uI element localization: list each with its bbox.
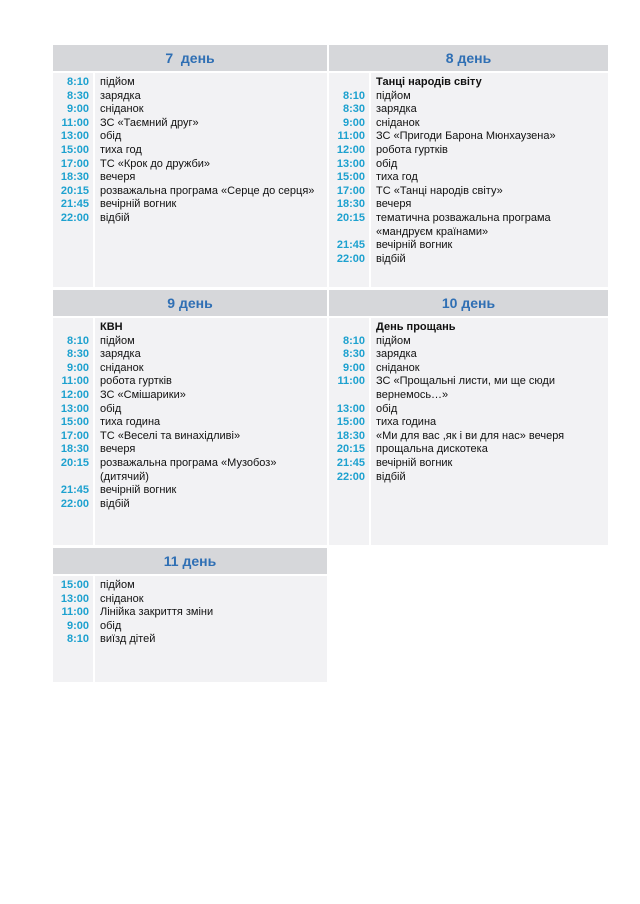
schedule-entry [53,633,327,647]
entry-time: 13:00 [60,592,89,605]
schedule-entry [329,253,608,267]
entry-activity: Лінійка закриття зміни [100,606,214,619]
entry-activity: сніданок [100,361,144,374]
entry-activity: сніданок [376,361,420,374]
entry-time: 9:00 [342,361,365,374]
schedule-entry [329,90,608,104]
entry-activity: обід [100,130,122,143]
entry-activity: відбій [376,470,406,483]
entry-activity: вечеря [100,171,136,184]
entry-time: 21:45 [336,239,365,252]
day-schedule [329,73,608,287]
day-title: 7 день [53,45,327,73]
schedule-entry [53,484,327,498]
schedule-entry [53,90,327,104]
schedule-entry [53,198,327,212]
schedule-entry [329,416,608,430]
entry-activity: тиха година [100,416,161,429]
entry-time: 18:30 [336,429,365,442]
entry-time: 8:30 [342,348,365,361]
day-card-10 [328,289,609,546]
entry-activity: підйом [376,334,411,347]
entry-time: 13:00 [336,402,365,415]
entry-activity: робота гуртків [100,375,172,388]
day-subtitle: День прощань [376,321,456,333]
entry-time: 18:30 [60,171,89,184]
entry-activity: зарядка [100,89,141,102]
entry-activity: підйом [100,579,135,591]
schedule-entry [53,430,327,444]
schedule-entry [329,158,608,172]
schedule-entry [53,375,327,389]
schedule-entry [53,389,327,403]
day-card-7 [52,44,328,288]
entry-time: 12:00 [336,143,365,156]
entry-time: 11:00 [337,130,365,143]
entry-time: 9:00 [66,619,89,632]
schedule-entry [53,348,327,362]
entry-time: 15:00 [60,579,89,591]
entry-time: 20:15 [336,443,365,456]
entry-activity: обід [376,402,398,415]
schedule-entry [53,443,327,457]
entry-activity: ТС «Танці народів світу» [376,184,503,197]
entry-time: 11:00 [61,116,89,129]
schedule-entry [53,335,327,349]
schedule-entry [53,620,327,634]
entry-time: 11:00 [61,375,89,388]
entry-time: 12:00 [60,388,89,401]
day-subtitle: КВН [100,321,123,333]
entry-time: 13:00 [60,130,89,143]
schedule-entry [53,158,327,172]
entry-time: 20:15 [336,211,365,224]
entry-activity: вечеря [376,198,412,211]
entry-time: 17:00 [60,429,89,442]
day-subtitle: Танці народів світу [376,76,482,88]
entry-activity: виїзд дітей [100,633,156,646]
schedule-entry [53,76,327,90]
entry-time: 8:10 [66,76,89,88]
entry-time: 9:00 [342,116,365,129]
schedule-entry [53,103,327,117]
day-schedule [329,318,608,545]
schedule-entry [53,403,327,417]
schedule-entry [329,443,608,457]
schedule-entry [329,117,608,131]
entry-activity: ЗС «Прощальні листи, ми ще сюди вернемось…» [376,375,555,401]
entry-activity: вечірній вогник [376,456,453,469]
entries-list [53,76,327,226]
day-schedule [53,73,327,287]
entry-activity: обід [376,157,398,170]
schedule-entry [329,375,608,402]
entries-list [53,321,327,511]
entry-time: 8:10 [342,334,365,347]
entry-time: 8:10 [66,334,89,347]
entry-activity: сніданок [376,116,420,129]
schedule-entry [329,130,608,144]
entry-activity: тиха год [100,143,142,156]
schedule-entry [53,144,327,158]
entry-time: 22:00 [60,211,89,224]
entry-activity: ЗС «Смішарики» [100,388,186,401]
day-card-9 [52,289,328,546]
schedule-entry [329,239,608,253]
schedule-entry [329,403,608,417]
schedule-entry [53,185,327,199]
entry-activity: ЗС «Пригоди Барона Мюнхаузена» [376,130,556,143]
entry-activity: розважальна програма «Музобоз» (дитячий) [100,456,277,483]
entry-activity: зарядка [100,348,141,361]
day-title: 9 день [53,290,327,318]
entry-activity: розважальна програма «Серце до серця» [100,184,315,197]
entry-activity: робота гуртків [376,143,448,156]
day-title: 11 день [53,548,327,576]
entry-time: 15:00 [60,143,89,156]
day-title: 10 день [329,290,608,318]
day-schedule [53,576,327,682]
entry-time: 15:00 [60,416,89,429]
schedule-entry [53,130,327,144]
day-schedule [53,318,327,545]
day-title: 8 день [329,45,608,73]
entry-time: 15:00 [336,416,365,429]
entry-time: 20:15 [60,184,89,197]
schedule-entry [329,171,608,185]
entry-activity: вечірній вогник [376,239,453,252]
schedule-entry [53,593,327,607]
schedule-entry [329,335,608,349]
entry-time: 11:00 [337,375,365,388]
schedule-entry [53,579,327,593]
entry-time: 9:00 [66,103,89,116]
entry-activity: ЗС «Таємний друг» [100,116,199,129]
entry-activity: тематична розважальна програма «мандруєм країнами» [376,211,551,238]
entry-time: 9:00 [66,361,89,374]
entry-time: 8:10 [66,633,89,646]
schedule-entry [53,212,327,226]
entry-activity: тиха година [376,416,437,429]
entry-time: 22:00 [336,470,365,483]
entry-time: 8:30 [66,89,89,102]
entry-activity: відбій [376,252,406,265]
entry-activity: обід [100,619,122,632]
entry-activity: обід [100,402,122,415]
entry-activity: вечірній вогник [100,198,177,211]
schedule-entry [53,171,327,185]
schedule-entry [329,144,608,158]
entry-activity: вечеря [100,443,136,456]
schedule-entry [329,457,608,471]
entry-time: 18:30 [336,198,365,211]
schedule-entry [53,362,327,376]
entry-activity: ТС «Крок до дружби» [100,157,211,170]
entries-list [329,321,608,484]
schedule-entry [329,198,608,212]
entry-time: 13:00 [336,157,365,170]
entry-activity: сніданок [100,592,144,605]
schedule-entry [329,185,608,199]
entry-activity: тиха год [376,171,418,184]
entry-time: 8:10 [342,89,365,102]
entry-activity: прощальна дискотека [376,443,488,456]
entry-activity: відбій [100,211,130,224]
entry-time: 21:45 [60,198,89,211]
day-card-11 [52,547,328,683]
entry-time: 21:45 [60,484,89,497]
schedule-entry [329,103,608,117]
entries-list [53,579,327,647]
schedule-entry [329,430,608,444]
day-card-8 [328,44,609,288]
entry-time: 17:00 [60,157,89,170]
schedule-entry [329,362,608,376]
entry-activity: зарядка [376,103,417,116]
entry-activity: вечірній вогник [100,484,177,497]
entry-activity: зарядка [376,348,417,361]
entry-time: 8:30 [66,348,89,361]
entry-activity: «Ми для вас ,як і ви для нас» вечеря [376,429,565,442]
schedule-entry [53,416,327,430]
entry-time: 8:30 [342,103,365,116]
schedule-entry [53,498,327,512]
schedule-entry [53,117,327,131]
entries-list [329,76,608,266]
entry-time: 11:00 [61,606,89,619]
entry-activity: підйом [376,89,411,102]
entry-activity: сніданок [100,103,144,116]
entry-activity: підйом [100,76,135,88]
schedule-entry [53,606,327,620]
entry-time: 17:00 [336,184,365,197]
entry-activity: ТС «Веселі та винахідливі» [100,429,241,442]
entry-time: 13:00 [60,402,89,415]
entry-time: 21:45 [336,456,365,469]
schedule-entry [329,348,608,362]
entry-time: 15:00 [336,171,365,184]
entry-time: 18:30 [60,443,89,456]
entry-activity: підйом [100,334,135,347]
entry-time: 22:00 [60,497,89,510]
entry-time: 22:00 [336,252,365,265]
schedule-entry [329,212,608,239]
schedule-entry [329,471,608,485]
entry-time: 20:15 [60,456,89,469]
entry-activity: відбій [100,497,130,510]
schedule-entry [53,457,327,484]
